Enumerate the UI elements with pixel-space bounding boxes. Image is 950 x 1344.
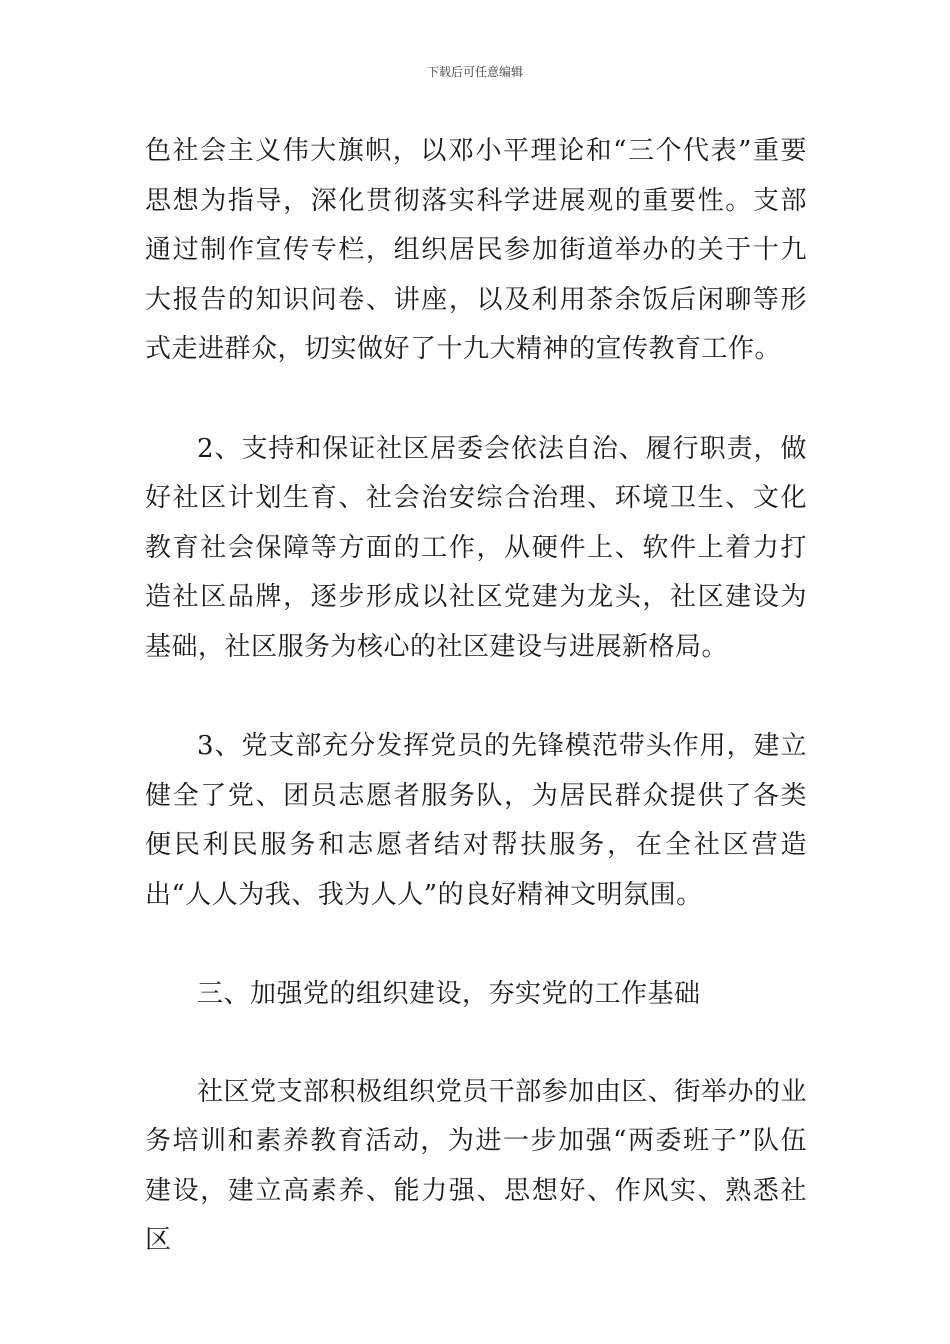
paragraph-spacer	[145, 1020, 807, 1068]
paragraph-section-body: 社区党支部积极组织党员干部参加由区、街举办的业务培训和素养教育活动，为进一步加强“两委班子”队伍建设，建立高素养、能力强、思想好、作风实、熟悉社区	[145, 1076, 807, 1255]
paragraph-spacer	[145, 920, 807, 970]
document-body	[145, 127, 807, 1266]
paragraph-spacer	[145, 375, 807, 425]
paragraph-item-2: 2、支持和保证社区居委会依法自治、履行职责，做好社区计划生育、社会治安综合治理、环境卫生、文化教育社会保障等方面的工作，从硬件上、软件上着力打造社区品牌，逐步形成以社区党建为龙头，社区建设为基础，社区服务为核心的社区建设与进展新格局。	[145, 433, 807, 662]
section-heading: 三、加强党的组织建设，夯实党的工作基础	[197, 979, 701, 1009]
paragraph-continued: 色社会主义伟大旗帜，以邓小平理论和“三个代表”重要思想为指导，深化贯彻落实科学进展观的重要性。支部通过制作宣传专栏，组织居民参加街道举办的关于十九大报告的知识问卷、讲座，以及利用茶余饭后闲聊等形式走进群众，切实做好了十九大精神的宣传教育工作。	[145, 136, 807, 364]
paragraph-spacer	[145, 672, 807, 722]
paragraph-item-3: 3、党支部充分发挥党员的先锋模范带头作用，建立健全了党、团员志愿者服务队，为居民群众提供了各类便民利民服务和志愿者结对帮扶服务，在全社区营造出“人人为我、我为人人”的良好精神文明氛围。	[145, 731, 807, 910]
page-header: 下载后可任意编辑	[426, 65, 523, 79]
